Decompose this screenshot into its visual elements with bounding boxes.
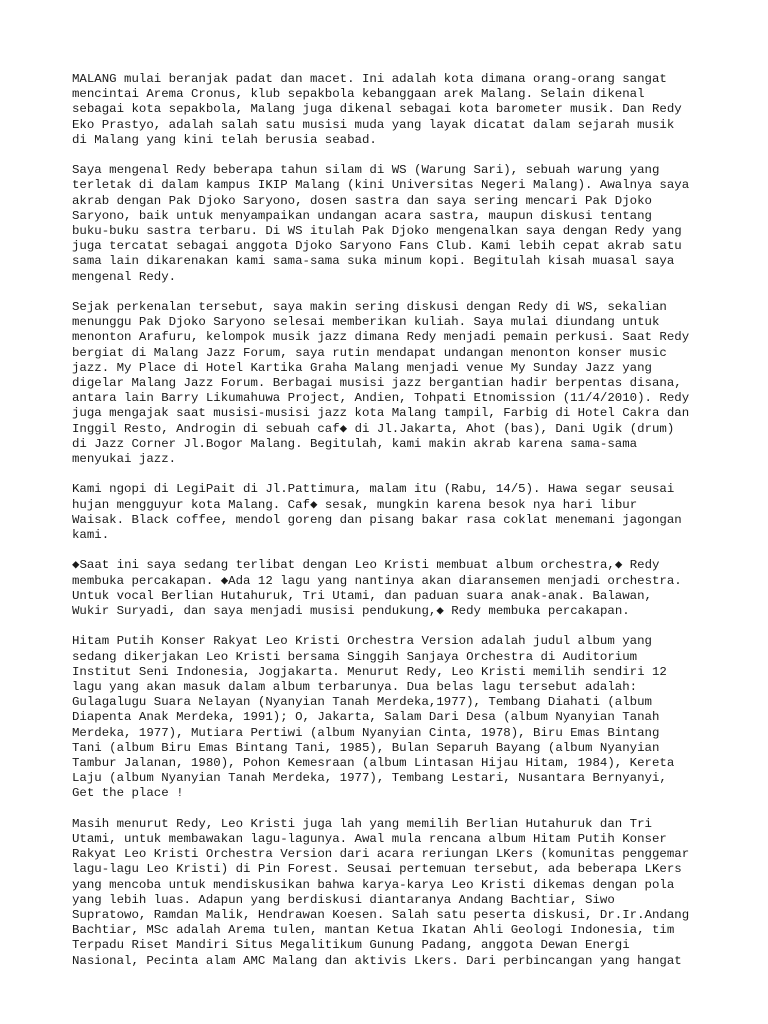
paragraph-2: Saya mengenal Redy beberapa tahun silam di WS (Warung Sari), sebuah warung yang terletak di dalam kampus IKIP Malang (kini Universitas Negeri Malang). Awalnya saya akrab dengan Pak Djoko Saryono, dosen sastra dan saya sering mencari Pak Djoko Saryono, baik untuk menyampaikan undangan acara sastra, maupun diskusi tentang buku-buku sastra terbaru. Di WS itulah Pak Djoko mengenalkan saya dengan Redy yang juga tercatat sebagai anggota Djoko Saryono Fans Club. Kami lebih cepat akrab satu sama lain dikarenakan kami sama-sama suka minum kopi. Begitulah kisah muasal saya mengenal Redy. xyxy=(72,163,690,284)
paragraph-3: Sejak perkenalan tersebut, saya makin sering diskusi dengan Redy di WS, sekalian menunggu Pak Djoko Saryono selesai memberikan kuliah. Saya mulai diundang untuk menonton Arafuru, kelompok musik jazz dimana Redy menjadi pemain perkusi. Saat Redy bergiat di Malang Jazz Forum, saya rutin mendapat undangan menonton konser music jazz. My Place di Hotel Kartika Graha Malang menjadi venue My Sunday Jazz yang digelar Malang Jazz Forum. Berbagai musisi jazz bergantian hadir berpentas disana, antara lain Barry Likumahuwa Project, Andien, Tohpati Etnomission (11/4/2010). Redy juga mengajak saat musisi-musisi jazz kota Malang tampil, Farbig di Hotel Cakra dan Inggil Resto, Androgin di sebuah caf◆ di Jl.Jakarta, Ahot (bas), Dani Ugik (drum) di Jazz Corner Jl.Bogor Malang. Begitulah, kami makin akrab karena sama-sama menyukai jazz. xyxy=(72,300,690,467)
paragraph-4: Kami ngopi di LegiPait di Jl.Pattimura, malam itu (Rabu, 14/5). Hawa segar seusai hujan mengguyur kota Malang. Caf◆ sesak, mungkin karena besok nya hari libur Waisak. Black coffee, mendol goreng dan pisang bakar rasa coklat menemani jagongan kami. xyxy=(72,482,682,543)
paragraph-5: ◆Saat ini saya sedang terlibat dengan Leo Kristi membuat album orchestra,◆ Redy membuka percakapan. ◆Ada 12 lagu yang nantinya akan diaransemen menjadi orchestra. Untuk vocal Berlian Hutahuruk, Tri Utami, dan paduan suara anak-anak. Balawan, Wukir Suryadi, dan saya menjadi musisi pendukung,◆ Redy membuka percakapan. xyxy=(72,558,682,619)
paragraph-6: Hitam Putih Konser Rakyat Leo Kristi Orchestra Version adalah judul album yang sedang dikerjakan Leo Kristi bersama Singgih Sanjaya Orchestra di Auditorium Institut Seni Indonesia, Jogjakarta. Menurut Redy, Leo Kristi memilih sendiri 12 lagu yang akan masuk dalam album terbarunya. Dua belas lagu tersebut adalah: Gulagalugu Suara Nelayan (Nyanyian Tanah Merdeka,1977), Tembang Diahati (album Diapenta Anak Merdeka, 1991); O, Jakarta, Salam Dari Desa (album Nyanyian Tanah Merdeka, 1977), Mutiara Pertiwi (album Nyanyian Cinta, 1978), Biru Emas Bintang Tani (album Biru Emas Bintang Tani, 1985), Bulan Separuh Bayang (album Nyanyian Tambur Jalanan, 1980), Pohon Kemesraan (album Lintasan Hijau Hitam, 1984), Kereta Laju (album Nyanyian Tanah Merdeka, 1977), Tembang Lestari, Nusantara Bernyanyi, Get the place ! xyxy=(72,634,675,801)
document-page xyxy=(72,72,702,969)
paragraph-1: MALANG mulai beranjak padat dan macet. Ini adalah kota dimana orang-orang sangat mencintai Arema Cronus, klub sepakbola kebanggaan arek Malang. Selain dikenal sebagai kota sepakbola, Malang juga dikenal sebagai kota barometer musik. Dan Redy Eko Prastyo, adalah salah satu musisi muda yang layak dicatat dalam sejarah musik di Malang yang kini telah berusia seabad. xyxy=(72,72,682,147)
paragraph-7: Masih menurut Redy, Leo Kristi juga lah yang memilih Berlian Hutahuruk dan Tri Utami, untuk membawakan lagu-lagunya. Awal mula rencana album Hitam Putih Konser Rakyat Leo Kristi Orchestra Version dari acara reriungan LKers (komunitas penggemar lagu-lagu Leo Kristi) di Pin Forest. Seusai pertemuan tersebut, ada beberapa LKers yang mencoba untuk mendiskusikan bahwa karya-karya Leo Kristi dikemas dengan pola yang lebih luas. Adapun yang berdiskusi diantaranya Andang Bachtiar, Siwo Supratowo, Ramdan Malik, Hendrawan Koesen. Salah satu peserta diskusi, Dr.Ir.Andang Bachtiar, MSc adalah Arema tulen, mantan Ketua Ikatan Ahli Geologi Indonesia, tim Terpadu Riset Mandiri Situs Megalitikum Gunung Padang, anggota Dewan Energi Nasional, Pecinta alam AMC Malang dan aktivis Lkers. Dari perbincangan yang hangat xyxy=(72,816,690,968)
